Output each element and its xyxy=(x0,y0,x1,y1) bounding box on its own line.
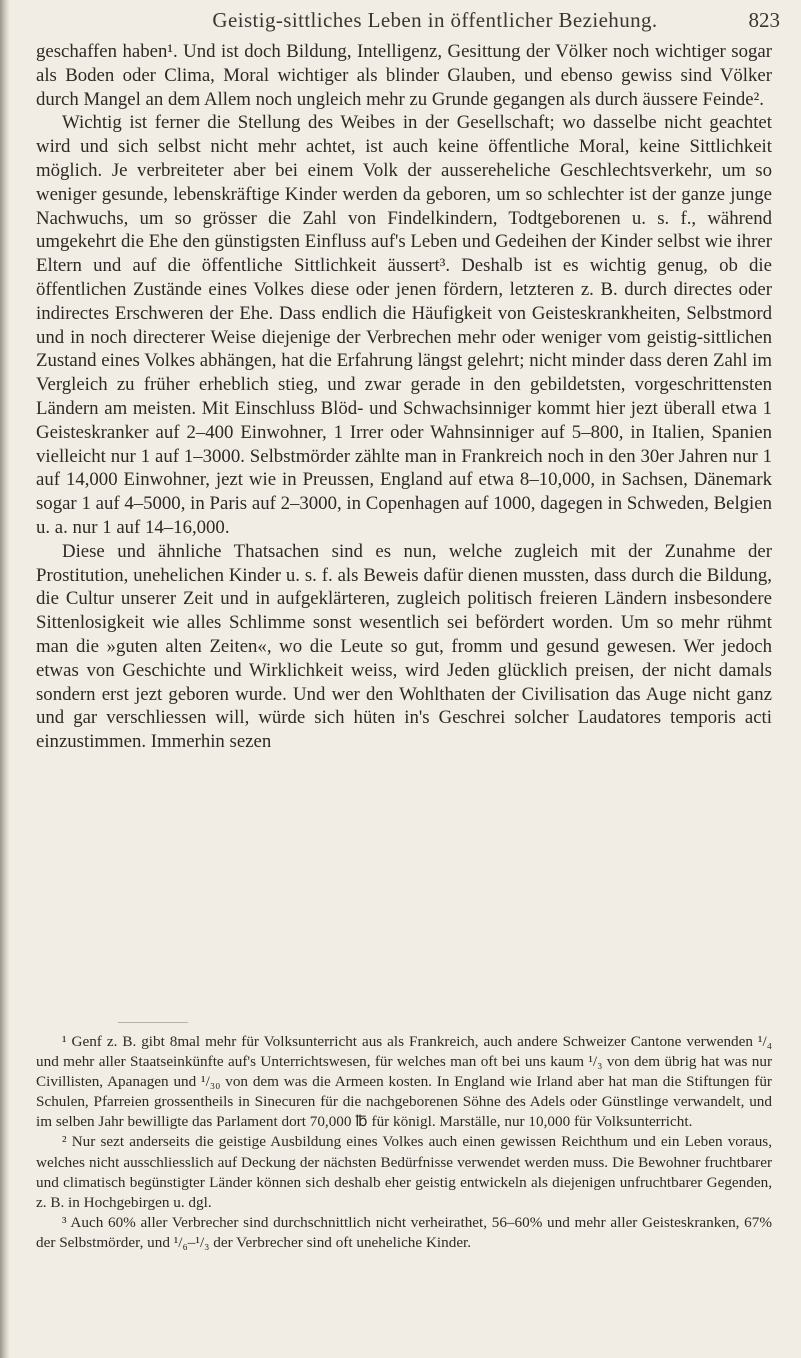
footnotes xyxy=(36,1032,772,1253)
footnote-2: ² Nur sezt anderseits die geistige Ausbildung eines Volkes auch einen gewissen Reichthum und ein Leben voraus, welches nicht ausschliesslich auf Deckung der nächsten Bedürfnisse verwendet werden muss. Die Bewohner fruchtbarer und climatisch begünstigter Länder können sich deshalb eher geistig entwickeln als diejenigen unfruchtbarer Gegenden, z. B. in Hochgebirgen u. dgl. xyxy=(36,1133,772,1211)
page-header xyxy=(90,8,780,38)
page-number: 823 xyxy=(748,8,780,32)
main-text xyxy=(36,40,772,754)
footnote-3: ³ Auch 60% aller Verbrecher sind durchschnittlich nicht verheirathet, 56–60% und mehr aller Geisteskranken, 67% der Selbstmörder, und ¹/₆–¹/₃ der Verbrecher sind oft uneheliche Kinder. xyxy=(36,1213,772,1251)
paragraph-women-morality: Wichtig ist ferner die Stellung des Weibes in der Gesellschaft; wo dasselbe nicht geachtet wird und sich selbst nicht mehr achtet, ist auch keine öffentliche Moral, keine Sittlichkeit möglich. Je verbreiteter aber bei einem Volk der aussereheliche Geschlechtsverkehr, um so weniger gesunde, lebenskräftige Kinder werden da geboren, um so schlechter ist der ganze junge Nachwuchs, um so grösser die Zahl von Findelkindern, Todtgeborenen u. s. f., während umgekehrt die Ehe den günstigsten Einfluss auf's Leben und Gedeihen der Kinder selbst wie ihrer Eltern und auf die öffentliche Sittlichkeit äussert³. Deshalb ist es wichtig genug, ob die öffentlichen Zustände eines Volkes diese oder jenen fördern, letzteren z. B. durch directes oder indirectes Erschweren der Ehe. Dass endlich die Häufigkeit von Geisteskrankheiten, Selbstmord und in noch directerer Weise diejenige der Verbrechen mehr oder weniger vom geistig-sittlichen Zustand eines Volkes abhängen, hat die Erfahrung längst gelehrt; nicht minder dass deren Zahl im Vergleich zu früher erheblich stieg, und zwar gerade in den gebildetsten, vorgeschrittensten Ländern am meisten. Mit Einschluss Blöd- und Schwachsinniger kommt hier jezt überall etwa 1 Geisteskranker auf 2–400 Einwohner, 1 Irrer oder Wahnsinniger auf 5–800, in Italien, Spanien vielleicht nur 1 auf 1–3000. Selbstmörder zählte man in Frankreich noch in den 30er Jahren nur 1 auf 14,000 Einwohner, jezt wie in Preussen, England auf etwa 8–10,000, in Sachsen, Dänemark sogar 1 auf 4–5000, in Paris auf 2–3000, in Copenhagen auf 1000, dagegen in Schweden, Belgien u. a. nur 1 auf 14–16,000. xyxy=(36,112,772,538)
running-head: Geistig-sittliches Leben in öffentlicher Beziehung. xyxy=(212,8,658,32)
paragraph-good-old-times: Diese und ähnliche Thatsachen sind es nun, welche zugleich mit der Zunahme der Prostitution, unehelichen Kinder u. s. f. als Beweis dafür dienen mussten, dass durch die Bildung, die Cultur unserer Zeit und in aufgeklärteren, zugleich politisch freieren Ländern insbesondere Sittenlosigkeit wie alles Schlimme sonst wesentlich sei befördert worden. Um so mehr rühmt man die »guten alten Zeiten«, wo die Leute so gut, fromm und gesund gewesen. Wer jedoch etwas von Geschichte und Wirklichkeit weiss, wird Jeden glücklich preisen, der nicht damals sondern erst jezt geboren wurde. Und wer den Wohlthaten der Civilisation das Auge nicht ganz und gar verschliessen will, würde sich hüten in's Geschrei solcher Laudatores temporis acti einzustimmen. Immerhin sezen xyxy=(36,540,772,753)
paragraph-continued: geschaffen haben¹. Und ist doch Bildung, Intelligenz, Gesittung der Völker noch wichtiger sogar als Boden oder Clima, Moral wichtiger als blinder Glauben, und ebenso gewiss sind Völker durch Mangel an dem Allem noch ungleich mehr zu Grunde gegangen als durch äussere Feinde². xyxy=(36,41,772,110)
footnote-1: ¹ Genf z. B. gibt 8mal mehr für Volksunterricht aus als Frankreich, auch andere Schweizer Cantone verwenden ¹/₄ und mehr aller Staatseinkünfte auf's Unterrichtswesen, für welches man oft bei uns kaum ¹/₃ von dem übrig hat was nur Civillisten, Apanagen und ¹/₃₀ von dem was die Armeen kosten. In England wie Irland aber hat man die Stiftungen für Schulen, Pfarreien grossentheils in Sinecuren für die nachgeborenen Söhne des Adels oder Günstlinge verwandelt, und im selben Jahr bewilligte das Parlament dort 70,000 ℔ für königl. Marställe, nur 10,000 für Volksunterricht. xyxy=(36,1033,772,1131)
footnote-divider xyxy=(118,1022,188,1023)
page-binding-edge xyxy=(0,0,10,1358)
